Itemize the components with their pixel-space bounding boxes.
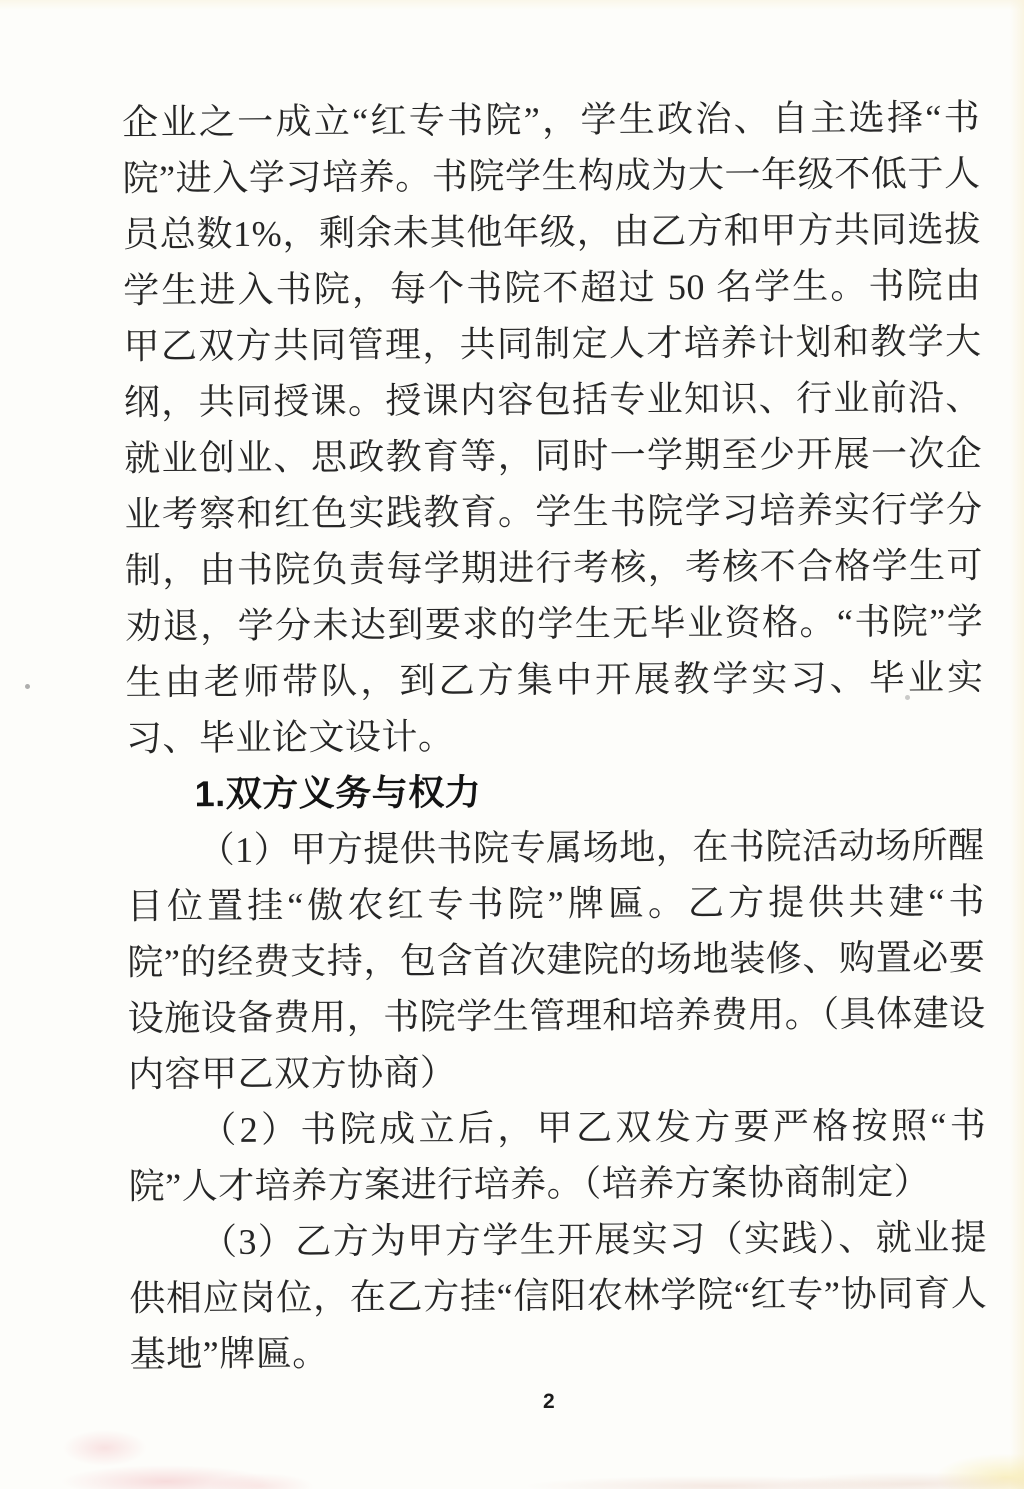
ink-bleed-smudge-bottom-left bbox=[30, 1427, 370, 1489]
clause-paragraph-2: （2）书院成立后，甲乙双发方要严格按照“书院”人才培养方案进行培养。（培养方案协商制定） bbox=[128, 1105, 987, 1207]
scan-speck-left bbox=[25, 684, 30, 689]
clause-paragraph-3: （3）乙方为甲方学生开展实习（实践）、就业提供相应岗位，在乙方挂“信阳农林学院“红专”协同育人基地”牌匾。 bbox=[129, 1217, 988, 1375]
page-number: 2 bbox=[543, 1390, 555, 1413]
body-paragraph-continuation: 企业之一成立“红专书院”，学生政治、自主选择“书院”进入学习培养。书院学生构成为大一年级不低于人员总数1%，剩余未其他年级，由乙方和甲方共同选拔学生进入书院，每个书院不超过 50 名学生。书院由甲乙双方共同管理，共同制定人才培养计划和教学大纲，共同授课。授课内容包括专业知识、行业前沿、就业创业、思政教育等，同时一学期至少开展一次企业考察和红色实践教育。学生书院学习培养实行学分制，由书院负责每学期进行考核，考核不合格学生可劝退，学分未达到要求的学生无毕业资格。“书院”学生由老师带队，到乙方集中开展教学实习、毕业实习、毕业论文设计。 bbox=[122, 97, 984, 759]
scan-noise-bottom-edge bbox=[470, 1451, 1024, 1489]
scan-edge-tint-right bbox=[1010, 0, 1024, 1489]
clause-paragraph-1: （1）甲方提供书院专属场地，在书院活动场所醒目位置挂“傲农红专书院”牌匾。乙方提供共建“书院”的经费支持，包含首次建院的场地装修、购置必要设施设备费用，书院学生管理和培养费用。（具体建设内容甲乙双方协商） bbox=[126, 825, 986, 1095]
document-text-block bbox=[122, 89, 988, 1382]
section-heading-obligations-and-rights: 1.双方义务与权力 bbox=[194, 771, 482, 815]
scan-edge-tint-top bbox=[0, 0, 1024, 10]
